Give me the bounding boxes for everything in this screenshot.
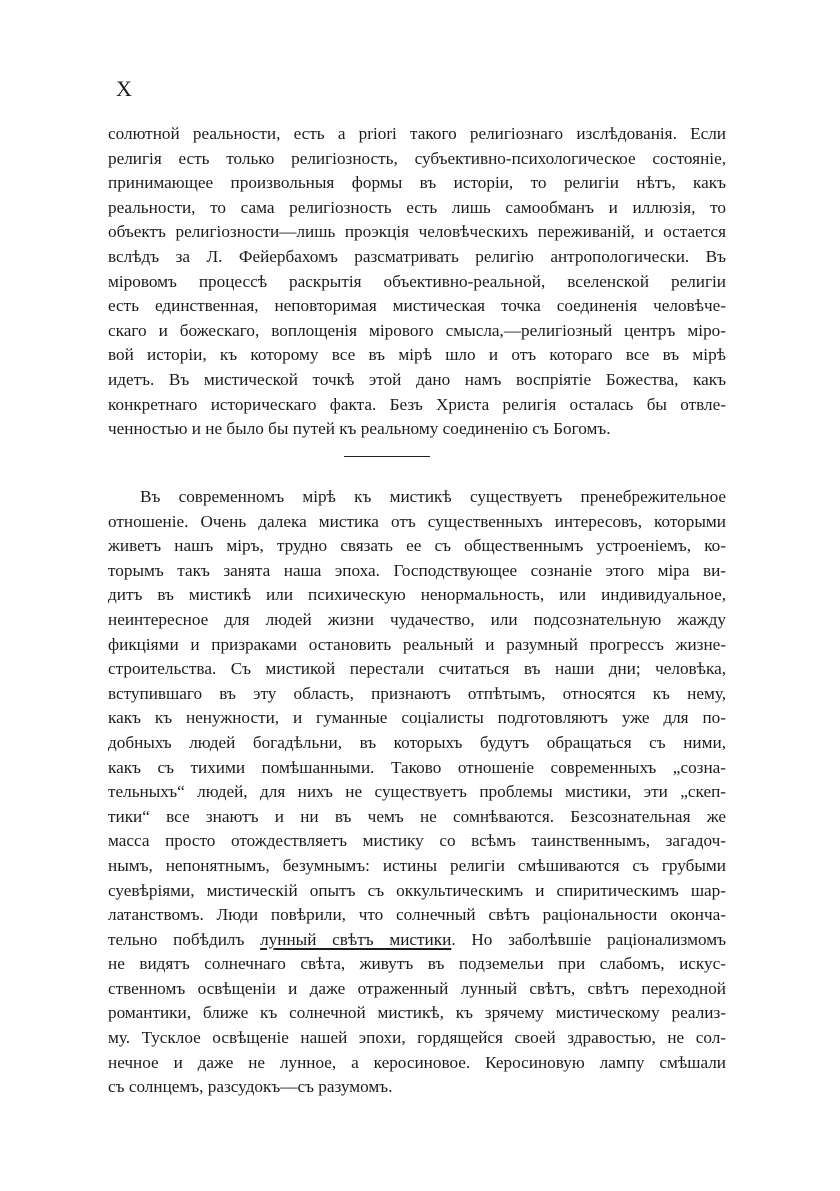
paragraph-block-2: [108, 485, 726, 1100]
text-line: вступившаго въ эту область, признаютъ отпѣтымъ, относятся къ нему,: [108, 683, 726, 703]
text-line: идетъ. Въ мистической точкѣ этой дано намъ воспріятіе Божества, какъ: [108, 369, 726, 389]
text-line: добныхъ людей богадѣльни, въ которыхъ будутъ обращаться съ ними,: [108, 732, 726, 752]
paragraph-block-1: [108, 122, 726, 442]
section-divider: [344, 456, 430, 457]
text-line: неинтересное для людей жизни чудачество, или подсознательную жажду: [108, 609, 726, 629]
text-line: вой исторіи, къ которому все въ мірѣ шло и отъ котораго все въ мірѣ: [108, 345, 726, 365]
text-line: реальности, то сама религіозность есть лишь самообманъ и иллюзія, то: [108, 197, 726, 217]
text-line: ственномъ освѣщеніи и даже отраженный лунный свѣтъ, свѣтъ переходной: [108, 978, 726, 998]
text-line: ченностью и не было бы путей къ реальному соединенію съ Богомъ.: [108, 419, 611, 439]
text-line: религія есть только религіозность, субъективно-психологическое состояніе,: [108, 148, 726, 168]
text-line: какъ къ ненужности, и гуманные соціалисты подготовляютъ уже для по-: [108, 708, 726, 728]
text-line: не видятъ солнечнаго свѣта, живутъ въ подземельи при слабомъ, искус-: [108, 954, 726, 974]
text-line: тельныхъ“ людей, для нихъ не существуетъ проблемы мистики, эти „скеп-: [108, 782, 726, 802]
text-line: масса просто отождествляетъ мистику со всѣмъ таинственнымъ, загадоч-: [108, 831, 726, 851]
text-line: съ солнцемъ, разсудокъ—съ разумомъ.: [108, 1077, 393, 1097]
text-line: строительства. Съ мистикой перестали считаться въ наши дни; человѣка,: [108, 659, 726, 679]
text-line: романтики, ближе къ солнечной мистикѣ, къ зрячему мистическому реализ-: [108, 1003, 726, 1023]
text-line: дитъ въ мистикѣ или психическую ненормальность, или индивидуальное,: [108, 585, 726, 605]
text-line: принимающее произвольныя формы въ исторіи, то религіи нѣтъ, какъ: [108, 173, 726, 193]
text-line: объектъ религіозности—лишь проэкція человѣческихъ переживаній, и остается: [108, 222, 726, 242]
text-line: нечное и даже не лунное, а керосиновое. Керосиновую лампу смѣшали: [108, 1052, 726, 1072]
page-number: X: [116, 76, 133, 101]
underlined-phrase: лунный свѣтъ мистики: [260, 929, 452, 949]
text-line: вслѣдъ за Л. Фейербахомъ разсматривать религію антропологически. Въ: [108, 246, 726, 266]
text-line: нымъ, непонятнымъ, безумнымъ: истины религіи смѣшиваются съ грубыми: [108, 855, 726, 875]
text-line-with-underline: тельно побѣдилъ лунный свѣтъ мистики. Но заболѣвшіе раціонализмомъ: [108, 929, 726, 949]
text-line: торымъ такъ занята наша эпоха. Господствующее сознаніе этого міра ви-: [108, 560, 726, 580]
text-line: живетъ нашъ міръ, трудно связать ее съ общественнымъ устроеніемъ, ко-: [108, 536, 726, 556]
text-line: міровомъ процессѣ раскрытія объективно-реальной, вселенской религіи: [108, 271, 726, 291]
text-line: Въ современномъ мірѣ къ мистикѣ существуетъ пренебрежительное: [140, 487, 726, 506]
text-line: латанствомъ. Люди повѣрили, что солнечный свѣтъ раціональности оконча-: [108, 905, 726, 925]
text-line: фикціями и призраками остановить реальный и разумный прогрессъ жизне-: [108, 634, 726, 654]
text-line: скаго и божескаго, воплощенія мірового смысла,—религіозный центръ міро-: [108, 320, 726, 340]
text-line: му. Тусклое освѣщеніе нашей эпохи, гордящейся своей здравостью, не сол-: [108, 1028, 726, 1048]
text-line: есть единственная, неповторимая мистическая точка соединенія человѣче-: [108, 296, 726, 316]
text-line: тики“ все знаютъ и ни въ чемъ не сомнѣваются. Безсознательная же: [108, 806, 726, 826]
text-line: суевѣріями, мистическій опытъ съ оккультическимъ и спиритическимъ шар-: [108, 880, 726, 900]
text-line: солютной реальности, есть a priori такого религіознаго изслѣдованія. Если: [108, 124, 726, 143]
text-line: отношеніе. Очень далека мистика отъ существенныхъ интересовъ, которыми: [108, 511, 726, 531]
text-line: конкретнаго историческаго факта. Безъ Христа религія осталась бы отвле-: [108, 394, 726, 414]
text-line: какъ съ тихими помѣшанными. Таково отношеніе современныхъ „сознa-: [108, 757, 726, 777]
